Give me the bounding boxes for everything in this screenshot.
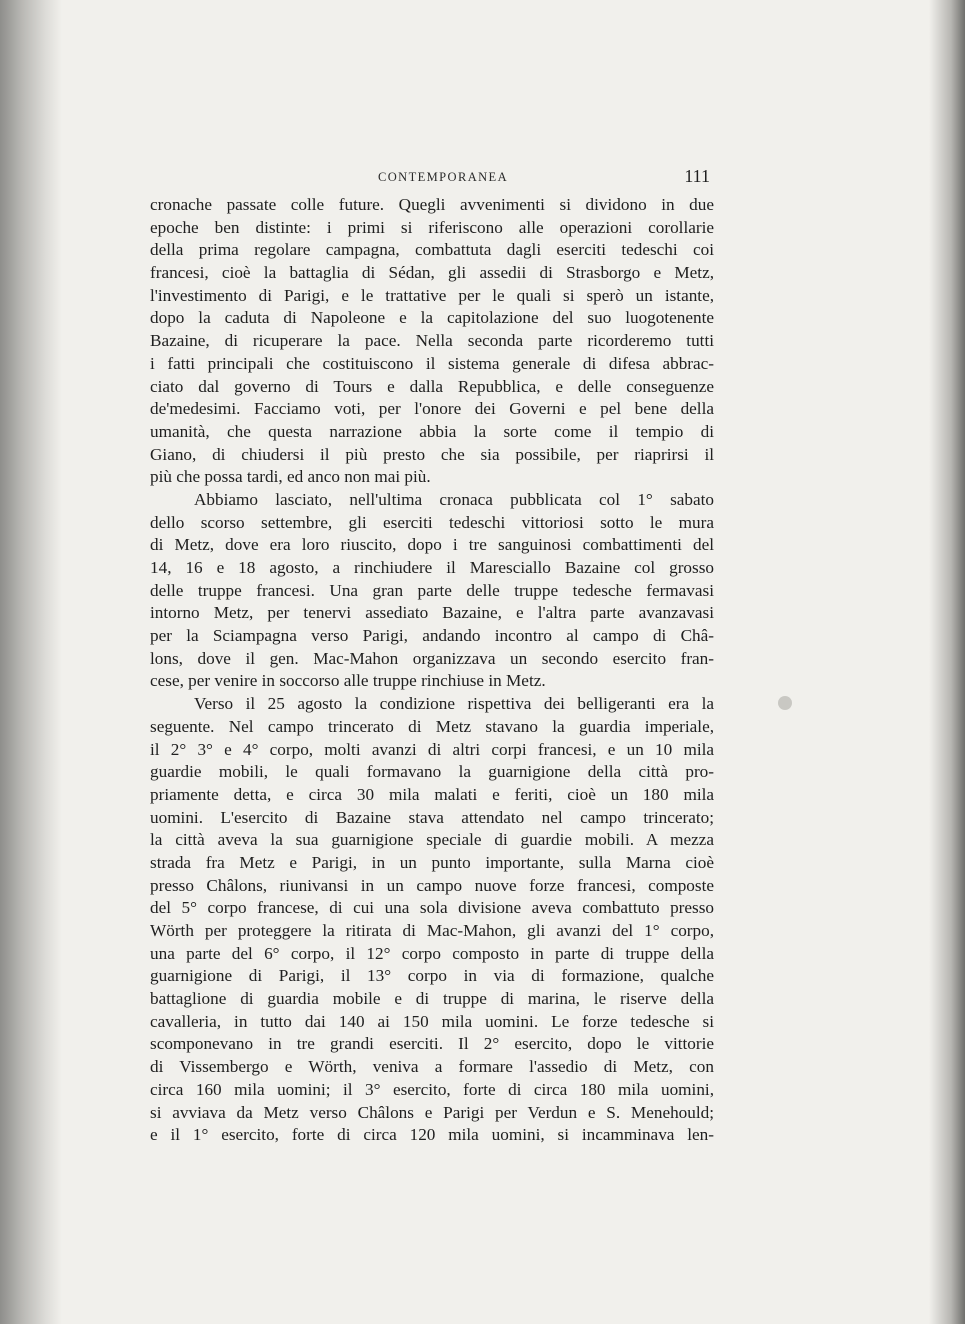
text-line: Giano, di chiudersi il più presto che sia possibile, per riaprirsi il — [150, 444, 714, 464]
text-line: l'investimento di Parigi, e le trattative per le quali si sperò un istante, — [150, 285, 714, 305]
text-line: guardie mobili, le quali formavano la guarnigione della città pro- — [150, 762, 714, 782]
text-line: delle truppe francesi. Una gran parte delle truppe tedesche fermavasi — [150, 580, 714, 600]
text-line: dello scorso settembre, gli eserciti tedeschi vittoriosi sotto le mura — [150, 512, 714, 532]
text-line: guarnigione di Parigi, il 13° corpo in via di formazione, qualche — [150, 966, 714, 986]
text-line: cavalleria, in tutto dai 140 ai 150 mila uomini. Le forze tedesche si — [150, 1011, 714, 1031]
text-line: de'medesimi. Facciamo voti, per l'onore dei Governi e pel bene della — [150, 399, 714, 419]
text-line: Abbiamo lasciato, nell'ultima cronaca pubblicata col 1° sabato — [194, 489, 714, 509]
text-line: la città aveva la sua guarnigione speciale di guardie mobili. A mezza — [150, 830, 714, 850]
text-line: strada fra Metz e Parigi, in un punto importante, sulla Marna cioè — [150, 852, 714, 872]
text-line: dopo la caduta di Napoleone e la capitolazione del suo luogotenente — [150, 308, 714, 328]
text-line: lons, dove il gen. Mac-Mahon organizzava un secondo esercito fran- — [150, 648, 714, 668]
text-line: umanità, che questa narrazione abbia la sorte come il tempio di — [150, 421, 714, 441]
text-line: per la Sciampagna verso Parigi, andando incontro al campo di Châ- — [150, 626, 714, 646]
text-line: uomini. L'esercito di Bazaine stava attendato nel campo trincerato; — [150, 807, 714, 827]
running-head: CONTEMPORANEA — [378, 170, 509, 184]
page-number: 111 — [684, 166, 710, 186]
text-line: il 2° 3° e 4° corpo, molti avanzi di altri corpi francesi, e un 10 mila — [150, 739, 714, 759]
text-line: i fatti principali che costituiscono il sistema generale di difesa abbrac- — [150, 353, 714, 373]
text-line: Bazaine, di ricuperare la pace. Nella seconda parte ricorderemo tutti — [150, 331, 714, 351]
text-line: si avviava da Metz verso Châlons e Parigi per Verdun e S. Menehould; — [150, 1102, 714, 1122]
text-line: intorno Metz, per tenervi assediato Bazaine, e l'altra parte avanzavasi — [150, 603, 714, 623]
text-line: presso Châlons, riunivansi in un campo nuove forze francesi, composte — [150, 875, 714, 895]
text-line: francesi, cioè la battaglia di Sédan, gli assedii di Strasborgo e Metz, — [150, 263, 714, 283]
text-line: epoche ben distinte: i primi si riferiscono alle operazioni corollarie — [150, 217, 714, 237]
text-line: ciato dal governo di Tours e dalla Repubblica, e delle conseguenze — [150, 376, 714, 396]
text-line: di Vissembergo e Wörth, veniva a formare l'assedio di Metz, con — [150, 1057, 714, 1077]
text-line: circa 160 mila uomini; il 3° esercito, forte di circa 180 mila uomini, — [150, 1079, 714, 1099]
text-line: della prima regolare campagna, combattuta dagli eserciti tedeschi coi — [150, 240, 714, 260]
paper-blemish — [778, 696, 792, 710]
text-line: scomponevano in tre grandi eserciti. Il 2° esercito, dopo le vittorie — [150, 1034, 714, 1054]
text-line: Verso il 25 agosto la condizione rispettiva dei belligeranti era la — [194, 694, 714, 714]
body-text — [150, 194, 714, 1147]
text-line: più che possa tardi, ed anco non mai più. — [150, 467, 431, 487]
text-line: priamente detta, e circa 30 mila malati e feriti, cioè un 180 mila — [150, 784, 714, 804]
text-line: cronache passate colle future. Quegli avvenimenti si dividono in due — [150, 195, 714, 214]
text-line: Wörth per proteggere la ritirata di Mac-Mahon, gli avanzi del 1° corpo, — [150, 921, 714, 940]
text-line: cese, per venire in soccorso alle truppe rinchiuse in Metz. — [150, 671, 546, 691]
text-line: del 5° corpo francese, di cui una sola divisione aveva combattuto presso — [150, 898, 714, 918]
text-line: una parte del 6° corpo, il 12° corpo composto in parte di truppe della — [150, 943, 714, 963]
text-line: di Metz, dove era loro riuscito, dopo i tre sanguinosi combattimenti del — [150, 535, 714, 555]
text-line: seguente. Nel campo trincerato di Metz stavano la guardia imperiale, — [150, 716, 714, 736]
text-line: 14, 16 e 18 agosto, a rinchiudere il Maresciallo Bazaine col grosso — [150, 558, 714, 577]
page-header — [150, 166, 710, 190]
text-line: e il 1° esercito, forte di circa 120 mila uomini, si incamminava len- — [150, 1125, 714, 1145]
text-line: battaglione di guardia mobile e di truppe di marina, le riserve della — [150, 989, 714, 1009]
